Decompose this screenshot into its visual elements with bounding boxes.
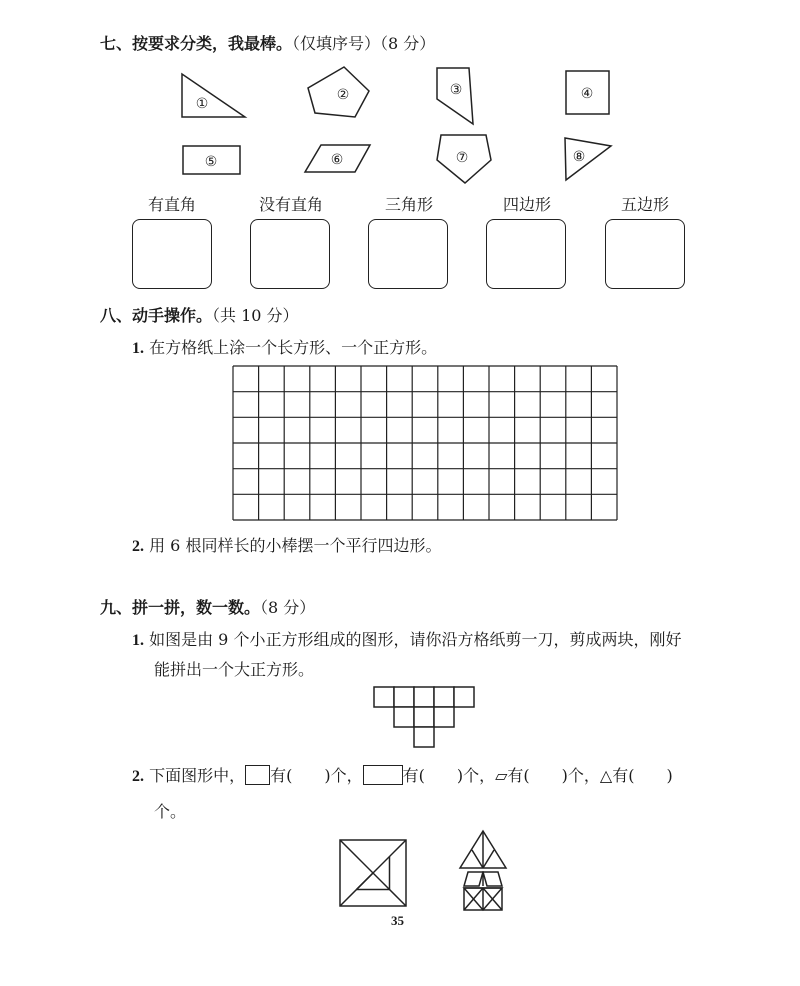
section8-q2-text: 用 6 根同样长的小棒摆一个平行四边形。 (149, 536, 442, 555)
shape-1-triangle (182, 74, 245, 117)
section7-title: 七、按要求分类，我最棒。 (100, 34, 293, 53)
shape-label-4: ④ (580, 86, 594, 102)
answer-box-triangle[interactable] (368, 219, 448, 289)
section9-q2-parallelogram-count: ▱有( )个， (495, 766, 600, 785)
category-label-right-angle: 有直角 (147, 195, 196, 214)
section8-q2-number: 2. (132, 538, 144, 555)
shape-label-7: ⑦ (455, 150, 469, 166)
shape-label-8: ⑧ (572, 149, 586, 165)
shape-label-6: ⑥ (330, 152, 344, 168)
category-label-triangle: 三角形 (384, 195, 433, 214)
answer-box-no-right-angle[interactable] (250, 219, 330, 289)
section8-heading (100, 303, 299, 326)
shape-label-2: ② (336, 87, 350, 103)
section9-q1-line2: 能拼出一个大正方形。 (154, 660, 315, 679)
section8-q1-number: 1. (132, 340, 144, 357)
section8-title: 八、动手操作。 (100, 306, 213, 325)
section9-q2-number: 2. (132, 768, 144, 785)
section9-q2-rectangle-count: 有( )个， (402, 766, 496, 785)
answer-box-right-angle[interactable] (132, 219, 212, 289)
section8-q1 (132, 335, 437, 358)
section9-q2-prefix: 下面图形中， (149, 766, 246, 785)
shapes-figure (0, 0, 800, 200)
rectangle-icon (363, 765, 403, 785)
answer-box-quadrilateral[interactable] (486, 219, 566, 289)
shape-label-1: ① (195, 96, 209, 112)
section9-q2-line2: 个。 (154, 802, 187, 821)
section8-q2 (132, 533, 441, 556)
square-icon (245, 765, 270, 785)
grid-paper[interactable] (232, 365, 618, 521)
section9-note: （8 分） (260, 598, 316, 617)
section9-title: 九、拼一拼，数一数。 (100, 598, 261, 617)
section9-q2-triangle-count: △有( ) (599, 766, 673, 785)
category-label-pentagon: 五边形 (620, 195, 669, 214)
tangram-person-figure (455, 828, 515, 914)
section8-note: （共 10 分） (212, 306, 299, 325)
section7-note: （仅填序号）（8 分） (292, 34, 436, 53)
nine-squares-figure (370, 686, 480, 750)
section9-q2-line1 (132, 763, 673, 786)
section9-q1-line1 (132, 627, 681, 650)
section9-heading (100, 595, 315, 618)
section9-q1-text: 如图是由 9 个小正方形组成的图形，请你沿方格纸剪一刀，剪成两块，刚好 (149, 630, 682, 649)
shape-label-5: ⑤ (204, 154, 218, 170)
tangram-square-figure (338, 838, 410, 910)
answer-box-pentagon[interactable] (605, 219, 685, 289)
section8-q1-text: 在方格纸上涂一个长方形、一个正方形。 (149, 338, 438, 357)
category-label-quadrilateral: 四边形 (502, 195, 551, 214)
section9-q1-number: 1. (132, 632, 144, 649)
section9-q2-square-count: 有( )个， (270, 766, 363, 785)
shape-label-3: ③ (449, 82, 463, 98)
category-label-no-right-angle: 没有直角 (258, 195, 323, 214)
page-number: 35 (391, 913, 404, 928)
